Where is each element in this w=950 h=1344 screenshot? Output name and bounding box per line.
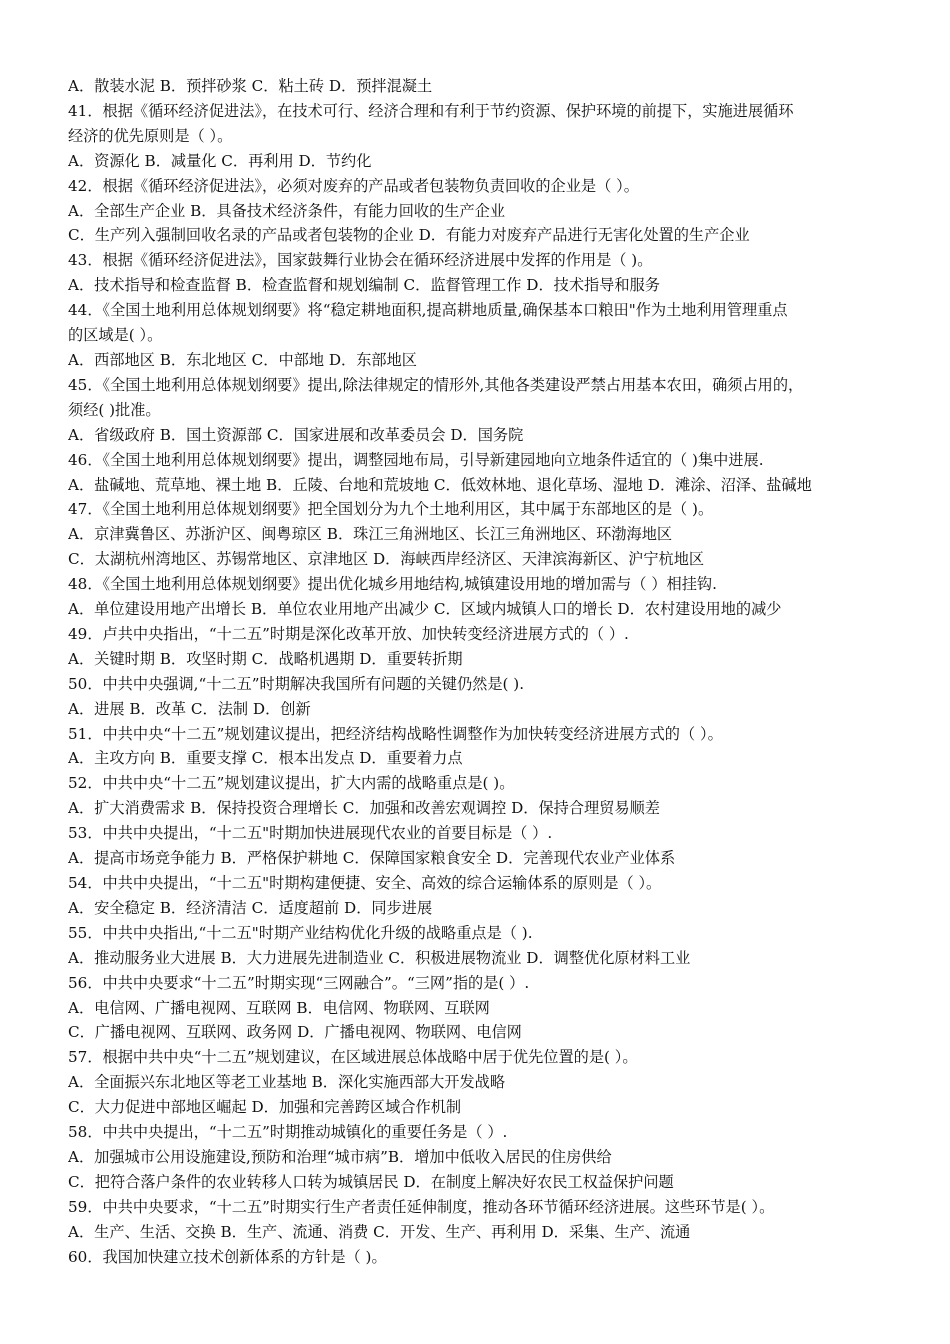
answer-options: A．进展 B．改革 C．法制 D．创新	[68, 699, 311, 718]
question-42: 42．根据《循环经济促进法》，必须对废弃的产品或者包装物负责回收的企业是（ ）。	[68, 176, 639, 195]
question-41: 41．根据《循环经济促进法》，在技术可行、经济合理和有利于节约资源、保护环境的前提下，实施进展循环	[68, 101, 794, 120]
question-57: 57．根据中共中央“十二五”规划建议，在区域进展总体战略中居于优先位置的是( ）。	[68, 1048, 638, 1067]
question-53: 53．中共中央提出，“十二五"时期加快进展现代农业的首要目标是（ ）.	[68, 824, 553, 843]
question-50: 50．中共中央强调,“十二五”时期解决我国所有问题的关键仍然是( ).	[68, 674, 525, 693]
question-52: 52．中共中央“十二五”规划建议提出，扩大内需的战略重点是( )。	[68, 774, 515, 793]
text-line: 经济的优先原则是（ ）。	[68, 126, 233, 145]
answer-options: A．技术指导和检查监督 B．检查监督和规划编制 C．监督管理工作 D．技术指导和服务	[68, 276, 660, 295]
answer-options: A．西部地区 B．东北地区 C．中部地 D．东部地区	[68, 350, 417, 369]
question-54: 54．中共中央提出，“十二五"时期构建便捷、安全、高效的综合运输体系的原则是（ ）。	[68, 874, 662, 892]
question-58: 58．中共中央提出，“十二五”时期推动城镇化的重要任务是（ ）.	[68, 1123, 508, 1142]
question-60: 60．我国加快建立技术创新体系的方针是（ )。	[68, 1247, 387, 1266]
text-line: A．散装水泥 B．预拌砂浆 C．粘土砖 D．预拌混凝土	[68, 77, 433, 95]
answer-options: A．扩大消费需求 B．保持投资合理增长 C．加强和改善宏观调控 D．保持合理贸易顺差	[68, 799, 660, 818]
text-line: 的区域是( ）。	[68, 326, 163, 345]
answer-options: A．关键时期 B．攻坚时期 C．战略机遇期 D．重要转折期	[68, 649, 463, 668]
question-44: 44．《全国土地利用总体规划纲要》将“稳定耕地面积,提高耕地质量,确保基本口粮田"作为土地利用管理重点	[68, 301, 788, 320]
answer-options: A．主攻方向 B．重要支撑 C．根本出发点 D．重要着力点	[68, 749, 463, 768]
question-55: 55．中共中央指出,“十二五"时期产业结构优化升级的战略重点是（ ).	[68, 923, 533, 942]
answer-options: A．生产、生活、交换 B．生产、流通、消费 C．开发、生产、再利用 D．采集、生产、流通	[68, 1222, 691, 1241]
question-45: 45．《全国土地利用总体规划纲要》提出,除法律规定的情形外,其他各类建设严禁占用基本农田，确须占用的，	[68, 375, 804, 394]
answer-options: C．太湖杭州湾地区、苏锡常地区、京津地区 D．海峡西岸经济区、天津滨海新区、沪宁杭地区	[68, 550, 705, 569]
answer-options: A．单位建设用地产出增长 B．单位农业用地产出减少 C．区域内城镇人口的增长 D．农村建设用地的减少	[68, 600, 782, 619]
question-48: 48．《全国土地利用总体规划纲要》提出优化城乡用地结构,城镇建设用地的增加需与（ ）相挂钩.	[68, 575, 717, 594]
question-43: 43．根据《循环经济促进法》，国家鼓舞行业协会在循环经济进展中发挥的作用是（ )。	[68, 251, 653, 270]
question-56: 56．中共中央要求“十二五”时期实现“三网融合”。“三网”指的是( ）.	[68, 973, 530, 992]
answer-options: A．推动服务业大进展 B．大力进展先进制造业 C．积极进展物流业 D．调整优化原材料工业	[68, 948, 691, 967]
answer-options: A．盐碱地、荒草地、裸土地 B．丘陵、台地和荒坡地 C．低效林地、退化草场、湿地 D．滩涂、沼泽、盐碱地	[68, 475, 812, 494]
answer-options: C．广播电视网、互联网、政务网 D．广播电视网、物联网、电信网	[68, 1023, 522, 1042]
question-51: 51．中共中央“十二五”规划建议提出，把经济结构战略性调整作为加快转变经济进展方式的（ ）。	[68, 724, 723, 743]
answer-options: C．生产列入强制回收名录的产品或者包装物的企业 D．有能力对废弃产品进行无害化处置的生产企业	[68, 226, 750, 245]
question-46: 46．《全国土地利用总体规划纲要》提出，调整园地布局，引导新建园地向立地条件适宜的（ )集中进展.	[68, 450, 764, 469]
question-47: 47．《全国土地利用总体规划纲要》把全国划分为九个土地利用区，其中属于东部地区的是（ )。	[68, 500, 714, 519]
answer-options: A．全部生产企业 B．具备技术经济条件，有能力回收的生产企业	[68, 201, 506, 220]
answer-options: A．资源化 B．减量化 C．再利用 D．节约化	[68, 151, 372, 170]
answer-options: C．大力促进中部地区崛起 D．加强和完善跨区域合作机制	[68, 1098, 462, 1117]
answer-options: A．全面振兴东北地区等老工业基地 B．深化实施西部大开发战略	[68, 1073, 506, 1092]
answer-options: A．提高市场竞争能力 B．严格保护耕地 C．保障国家粮食安全 D．完善现代农业产业体系	[68, 849, 676, 868]
answer-options: A．加强城市公用设施建设,预防和治理“城市病”B．增加中低收入居民的住房供给	[68, 1147, 612, 1166]
answer-options: A．电信网、广播电视网、互联网 B．电信网、物联网、互联网	[68, 998, 490, 1017]
question-59: 59．中共中央要求，“十二五”时期实行生产者责任延伸制度，推动各环节循环经济进展。这些环节是( ）。	[68, 1197, 775, 1216]
answer-options: C．把符合落户条件的农业转移人口转为城镇居民 D．在制度上解决好农民工权益保护问题	[68, 1172, 674, 1191]
text-line: 须经( )批准。	[68, 400, 161, 419]
question-49: 49．卢共中央指出，“十二五”时期是深化改革开放、加快转变经济进展方式的（ ）.	[68, 624, 629, 643]
answer-options: A．京津冀鲁区、苏浙沪区、闽粤琼区 B．珠江三角洲地区、长江三角洲地区、环渤海地区	[68, 525, 673, 544]
answer-options: A．安全稳定 B．经济清洁 C．适度超前 D．同步进展	[68, 898, 433, 917]
answer-options: A．省级政府 B．国土资源部 C．国家进展和改革委员会 D．国务院	[68, 425, 524, 444]
